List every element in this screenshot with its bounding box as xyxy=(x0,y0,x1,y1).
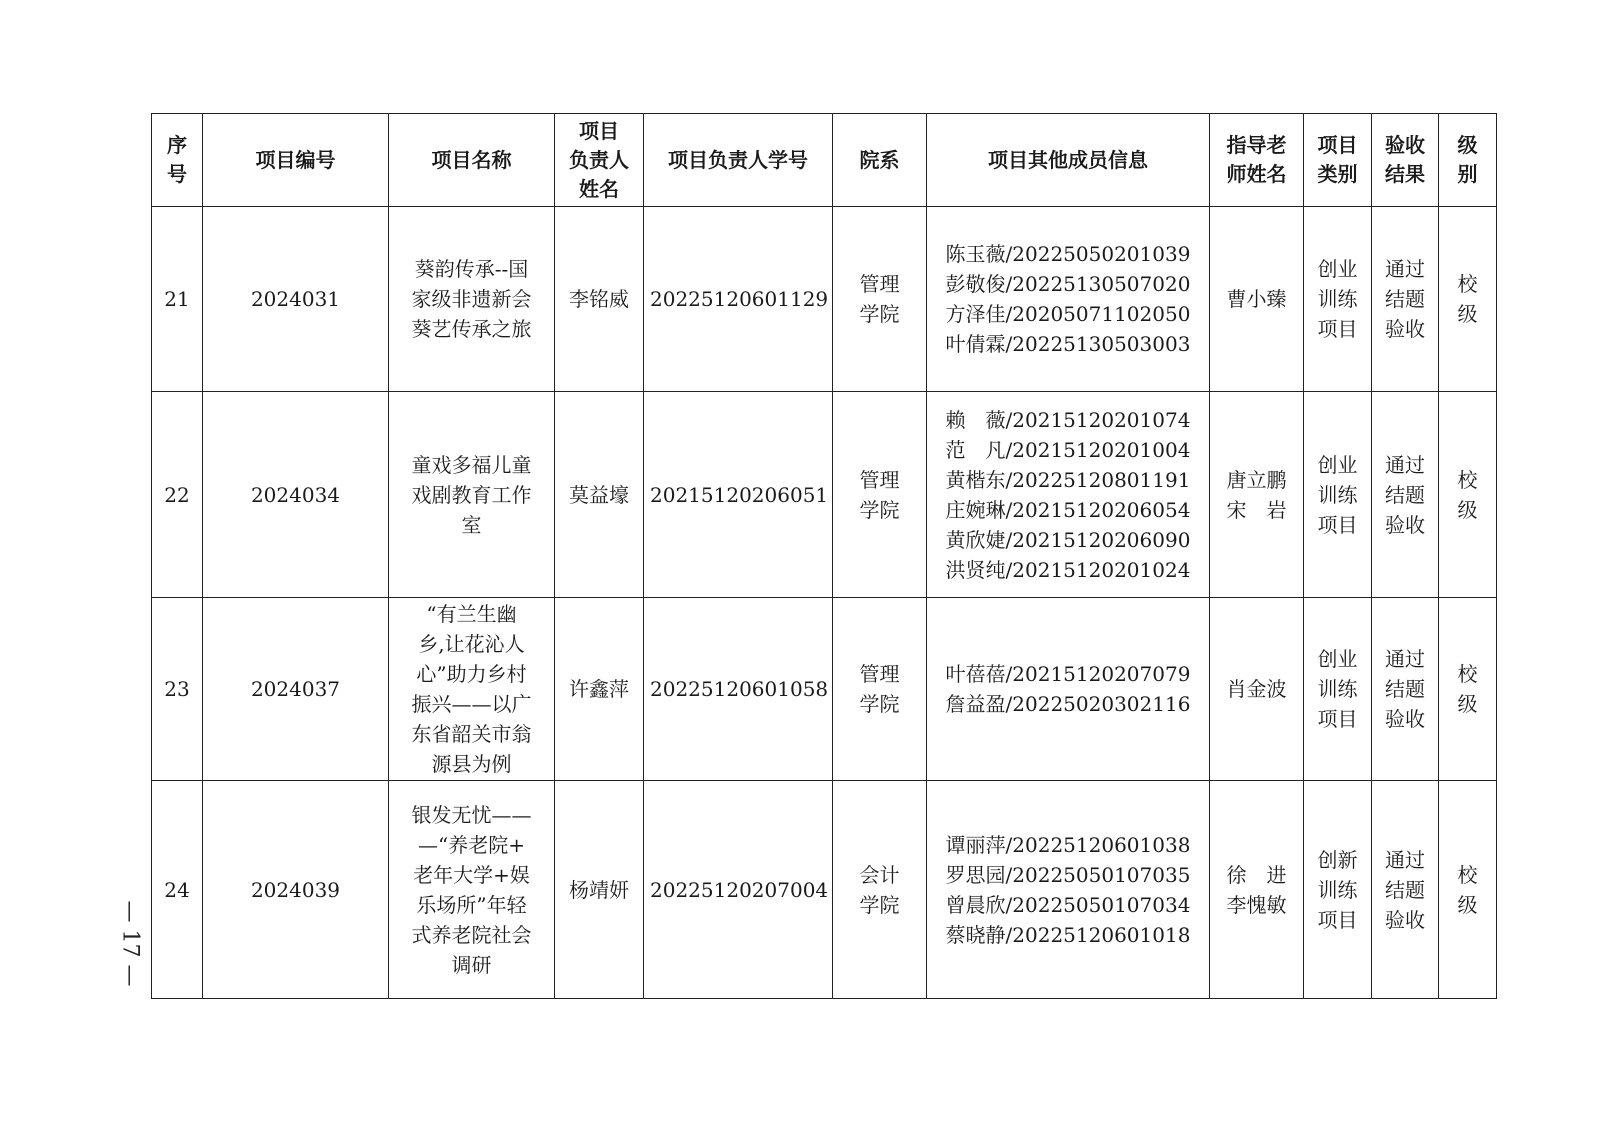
cell-line: 项目 xyxy=(1317,907,1358,932)
cell-line: 创业 xyxy=(1317,452,1358,477)
cell-line: 叶倩霖/20225130503003 xyxy=(945,332,1191,356)
header-dept: 院系 xyxy=(833,114,927,207)
cell-line: 范 凡/20215120201004 xyxy=(945,437,1191,462)
cell-line: 指导老 xyxy=(1226,133,1287,157)
cell-line: 东省韶关市翁 xyxy=(411,722,532,746)
table-row xyxy=(152,207,1497,392)
cell-line: 项目 xyxy=(1317,512,1358,537)
cell-line: 学院 xyxy=(859,692,900,716)
cell-line: 心”助力乡村 xyxy=(416,662,527,686)
cell-leader: 杨靖妍 xyxy=(555,781,644,999)
cell-line: 验收 xyxy=(1385,907,1425,932)
cell-members xyxy=(927,207,1210,392)
cell-line: 彭敬俊/20225130507020 xyxy=(945,272,1191,296)
cell-leader-id: 20225120207004 xyxy=(644,781,833,999)
header-members: 项目其他成员信息 xyxy=(927,114,1210,207)
cell-line: 詹益盈/20225020302116 xyxy=(945,692,1191,716)
page-number xyxy=(110,898,150,988)
cell-line: 学院 xyxy=(859,497,900,522)
cell-line: 家级非遗新会 xyxy=(411,287,532,311)
cell-line: 罗思园/20225050107035 xyxy=(945,862,1191,887)
cell-line: —“养老院+ xyxy=(418,832,525,857)
cell-line: 项目 xyxy=(579,118,619,143)
cell-line: 学院 xyxy=(859,302,900,326)
cell-line: 结题 xyxy=(1385,482,1425,507)
project-table xyxy=(151,113,1497,999)
cell-line: 调研 xyxy=(451,952,492,977)
cell-line: 创业 xyxy=(1317,647,1358,671)
table-header-row xyxy=(152,114,1497,207)
cell-advisor xyxy=(1210,781,1304,999)
cell-advisor xyxy=(1210,207,1304,392)
cell-leader-id: 20225120601058 xyxy=(644,598,833,781)
cell-line: 级 xyxy=(1457,133,1478,157)
cell-line: 庄婉琳/20215120206054 xyxy=(945,497,1191,522)
cell-name xyxy=(389,598,555,781)
cell-result xyxy=(1372,598,1439,781)
cell-line: 赖 薇/20215120201074 xyxy=(945,407,1191,432)
cell-line: 训练 xyxy=(1317,877,1358,902)
cell-members xyxy=(927,392,1210,598)
cell-line: 项目 xyxy=(1317,317,1358,341)
cell-line: 李愧敏 xyxy=(1226,892,1287,917)
cell-line: 通过 xyxy=(1385,257,1425,281)
cell-line: 童戏多福儿童 xyxy=(411,452,532,477)
cell-seq: 21 xyxy=(152,207,203,392)
cell-type xyxy=(1304,781,1372,999)
cell-code: 2024031 xyxy=(203,207,389,392)
cell-line: 会计 xyxy=(859,862,900,887)
cell-line: 别 xyxy=(1457,162,1478,186)
cell-dept xyxy=(833,392,927,598)
cell-type xyxy=(1304,392,1372,598)
cell-line: 校 xyxy=(1457,862,1478,887)
cell-line: 黄欣婕/20215120206090 xyxy=(945,527,1191,552)
cell-leader: 莫益壕 xyxy=(555,392,644,598)
table-row xyxy=(152,781,1497,999)
cell-line: 谭丽萍/20225120601038 xyxy=(945,832,1191,857)
table-row xyxy=(152,598,1497,781)
cell-advisor xyxy=(1210,392,1304,598)
cell-seq: 22 xyxy=(152,392,203,598)
cell-level xyxy=(1439,392,1497,598)
cell-name xyxy=(389,781,555,999)
cell-level xyxy=(1439,598,1497,781)
cell-line: 校 xyxy=(1457,662,1478,686)
cell-line: 蔡晓静/20225120601018 xyxy=(945,922,1191,947)
cell-line: 验收 xyxy=(1385,512,1425,537)
header-name: 项目名称 xyxy=(389,114,555,207)
cell-line: 老年大学+娱 xyxy=(413,862,530,887)
cell-line: 训练 xyxy=(1317,482,1358,507)
cell-code: 2024037 xyxy=(203,598,389,781)
cell-line: 师姓名 xyxy=(1226,162,1287,186)
cell-line: 姓名 xyxy=(579,176,619,201)
cell-level xyxy=(1439,781,1497,999)
cell-line: 训练 xyxy=(1317,287,1358,311)
cell-leader-id: 20225120601129 xyxy=(644,207,833,392)
cell-result xyxy=(1372,392,1439,598)
cell-line: 创新 xyxy=(1317,847,1358,872)
cell-line: 式养老院社会 xyxy=(411,922,532,947)
cell-line: 通过 xyxy=(1385,452,1425,477)
cell-line: 校 xyxy=(1457,467,1478,492)
cell-line: 叶蓓蓓/20215120207079 xyxy=(945,662,1191,686)
cell-leader-id: 20215120206051 xyxy=(644,392,833,598)
header-leader-id: 项目负责人学号 xyxy=(644,114,833,207)
page-number-text: — 17 — xyxy=(117,900,143,986)
cell-line: 管理 xyxy=(859,662,900,686)
cell-dept xyxy=(833,598,927,781)
cell-line: 葵艺传承之旅 xyxy=(411,317,532,341)
cell-type xyxy=(1304,598,1372,781)
cell-line: 曾晨欣/20225050107034 xyxy=(945,892,1191,917)
cell-line: 级 xyxy=(1457,692,1478,716)
cell-line: 唐立鹏 xyxy=(1226,467,1287,492)
cell-line: 校 xyxy=(1457,272,1478,296)
cell-line: “有兰生幽 xyxy=(426,602,517,626)
cell-line: 方泽佳/20205071102050 xyxy=(945,302,1191,326)
cell-members xyxy=(927,598,1210,781)
cell-line: 创业 xyxy=(1317,257,1358,281)
cell-line: 振兴——以广 xyxy=(411,692,532,716)
cell-type xyxy=(1304,207,1372,392)
cell-line: 结题 xyxy=(1385,677,1425,701)
cell-line: 通过 xyxy=(1385,647,1425,671)
cell-line: 学院 xyxy=(859,892,900,917)
cell-line: 级 xyxy=(1457,302,1478,326)
cell-line: 源县为例 xyxy=(431,752,512,776)
cell-result xyxy=(1372,781,1439,999)
cell-line: 管理 xyxy=(859,467,900,492)
header-level xyxy=(1439,114,1497,207)
cell-members xyxy=(927,781,1210,999)
cell-line: 结题 xyxy=(1385,877,1425,902)
cell-line: 肖金波 xyxy=(1226,677,1287,701)
cell-line: 项目 xyxy=(1317,133,1358,157)
cell-line: 验收 xyxy=(1385,317,1425,341)
cell-line: 训练 xyxy=(1317,677,1358,701)
cell-line: 徐 进 xyxy=(1226,862,1287,887)
header-seq xyxy=(152,114,203,207)
cell-line: 曹小臻 xyxy=(1226,287,1287,311)
cell-line: 结果 xyxy=(1385,162,1425,186)
cell-dept xyxy=(833,781,927,999)
cell-line: 项目 xyxy=(1317,707,1358,731)
cell-seq: 23 xyxy=(152,598,203,781)
cell-advisor xyxy=(1210,598,1304,781)
cell-code: 2024034 xyxy=(203,392,389,598)
table-row xyxy=(152,392,1497,598)
cell-line: 葵韵传承--国 xyxy=(414,257,529,281)
cell-line: 室 xyxy=(461,512,482,537)
cell-line: 负责人 xyxy=(569,147,629,172)
cell-line: 洪贤纯/20215120201024 xyxy=(945,557,1191,582)
header-result xyxy=(1372,114,1439,207)
cell-line: 序 xyxy=(167,133,187,157)
cell-level xyxy=(1439,207,1497,392)
cell-name xyxy=(389,207,555,392)
cell-line: 级 xyxy=(1457,892,1478,917)
cell-line: 乡,让花沁人 xyxy=(418,632,525,656)
cell-line: 类别 xyxy=(1317,162,1358,186)
cell-line: 号 xyxy=(167,162,187,186)
header-leader xyxy=(555,114,644,207)
header-type xyxy=(1304,114,1372,207)
cell-line: 银发无忧—— xyxy=(411,802,532,827)
cell-line: 通过 xyxy=(1385,847,1425,872)
cell-line: 宋 岩 xyxy=(1226,497,1287,522)
cell-name xyxy=(389,392,555,598)
cell-line: 黄楷东/20225120801191 xyxy=(945,467,1191,492)
cell-line: 结题 xyxy=(1385,287,1425,311)
cell-line: 验收 xyxy=(1385,707,1425,731)
cell-line: 陈玉薇/20225050201039 xyxy=(945,242,1191,266)
cell-leader: 许鑫萍 xyxy=(555,598,644,781)
cell-line: 级 xyxy=(1457,497,1478,522)
cell-line: 验收 xyxy=(1385,133,1425,157)
cell-seq: 24 xyxy=(152,781,203,999)
cell-dept xyxy=(833,207,927,392)
header-code: 项目编号 xyxy=(203,114,389,207)
cell-line: 乐场所”年轻 xyxy=(416,892,527,917)
cell-line: 管理 xyxy=(859,272,900,296)
cell-code: 2024039 xyxy=(203,781,389,999)
cell-line: 戏剧教育工作 xyxy=(411,482,532,507)
header-advisor xyxy=(1210,114,1304,207)
cell-result xyxy=(1372,207,1439,392)
cell-leader: 李铭威 xyxy=(555,207,644,392)
